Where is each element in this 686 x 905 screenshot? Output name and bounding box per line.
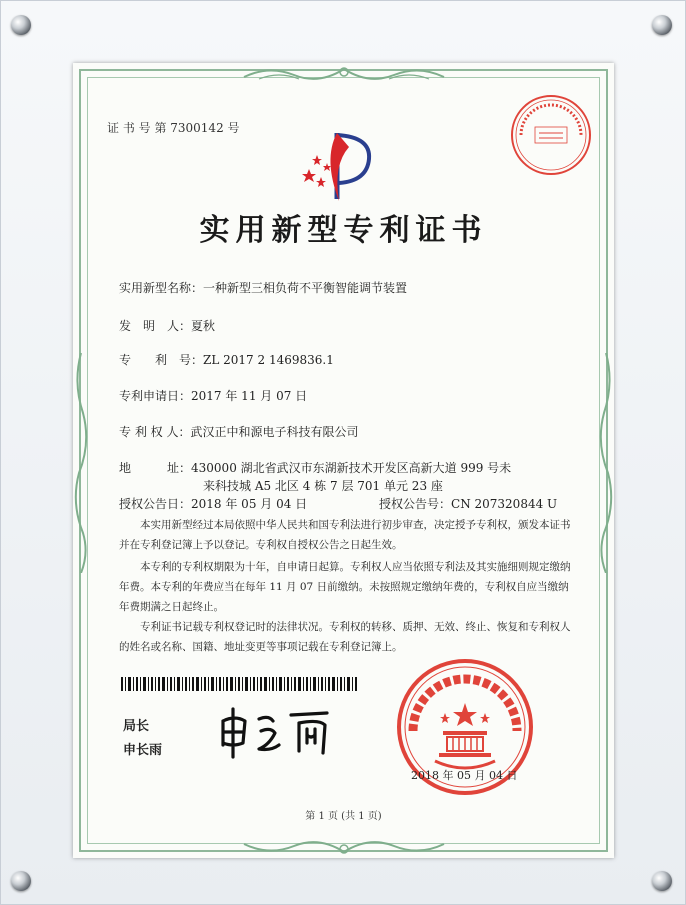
field-patentee — [119, 423, 358, 440]
field-patent-number — [119, 351, 334, 368]
pin-top-right-icon — [652, 15, 672, 35]
page-number: 第 1 页 (共 1 页) — [305, 811, 382, 822]
field-inventor — [119, 317, 215, 334]
field-label: 专 利 号： — [119, 353, 204, 367]
paragraph-legal-status: 专利证书记载专利权登记时的法律状况。专利权的转移、质押、无效、终止、恢复和专利权人的姓名或名称、国籍、地址变更等事项记载在专利登记簿上。 — [119, 621, 571, 653]
field-value: 夏秋 — [191, 319, 216, 333]
signatory-name: 申长雨 — [123, 743, 163, 758]
pin-top-left-icon — [11, 15, 31, 35]
pin-bottom-right-icon — [652, 871, 672, 891]
pin-bottom-left-icon — [11, 871, 31, 891]
field-label: 实用新型名称： — [119, 281, 204, 295]
field-label: 专利申请日： — [119, 389, 192, 403]
floral-ornament-right-icon — [596, 353, 616, 573]
barcode-icon — [121, 677, 357, 691]
agency-seal-icon — [509, 93, 593, 177]
handwritten-signature-icon — [215, 705, 345, 761]
certificate-number: 证 书 号 第 7300142 号 — [107, 121, 240, 135]
floral-ornament-left-icon — [71, 353, 91, 573]
field-value: 2018 年 05 月 04 日 — [191, 497, 308, 511]
field-value: 来科技城 A5 北区 4 栋 7 层 701 单元 23 座 — [203, 479, 443, 493]
field-label: 授权公告号： — [379, 497, 452, 511]
field-label: 授权公告日： — [119, 497, 192, 511]
signatory-title: 局长 — [123, 719, 150, 734]
field-grant-number — [379, 495, 557, 512]
field-value: ZL 2017 2 1469836.1 — [203, 353, 334, 367]
certificate — [73, 63, 614, 858]
field-label: 发 明 人： — [119, 319, 192, 333]
field-address — [119, 459, 511, 476]
field-value: CN 207320844 U — [451, 497, 558, 511]
field-address-line2 — [203, 477, 443, 494]
field-label: 地 址： — [119, 461, 192, 475]
seal-date: 2018 年 05 月 04 日 — [411, 769, 518, 782]
floral-ornament-bottom-icon — [239, 836, 449, 858]
field-value: 一种新型三相负荷不平衡智能调节装置 — [203, 281, 408, 295]
field-label: 专 利 权 人： — [119, 425, 191, 439]
floral-ornament-top-icon — [239, 63, 449, 85]
field-filing-date — [119, 387, 307, 404]
field-value: 2017 年 11 月 07 日 — [191, 389, 308, 403]
field-grant-date — [119, 495, 307, 512]
paragraph-grant-notice: 本实用新型经过本局依照中华人民共和国专利法进行初步审查，决定授予专利权，颁发本证书并在专利登记簿上予以登记。专利权自授权公告之日起生效。 — [119, 519, 571, 551]
field-value: 武汉正中和源电子科技有限公司 — [190, 425, 359, 439]
patent-office-logo-icon — [299, 125, 379, 205]
field-value: 430000 湖北省武汉市东湖新技术开发区高新大道 999 号未 — [191, 461, 512, 475]
paragraph-term-notice: 本专利的专利权期限为十年，自申请日起算。专利权人应当依照专利法及其实施细则规定缴纳年费。本专利的年费应当在每年 11 月 07 日前缴纳。未按照规定缴纳年费的，专利权自应当缴纳年费期满之日起终止。 — [119, 561, 571, 613]
certificate-title: 实用新型专利证书 — [199, 213, 488, 248]
field-utility-model-name — [119, 279, 407, 296]
